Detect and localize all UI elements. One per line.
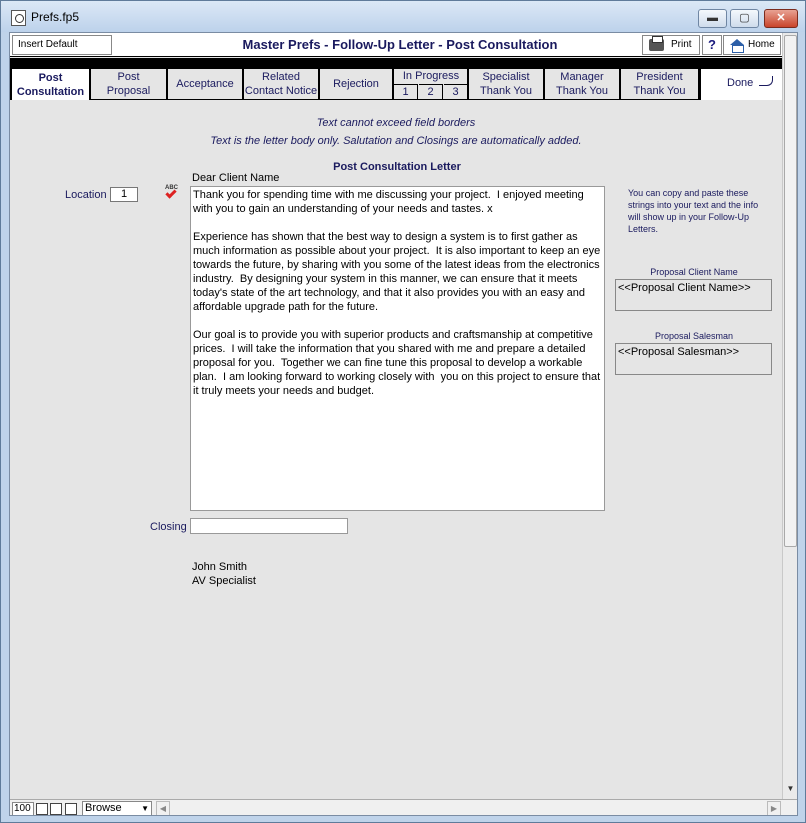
proposal-salesman-field[interactable]: <<Proposal Salesman>> [615,343,772,375]
header-bar [10,33,782,57]
print-label: Print [671,39,692,50]
tab-label: President Thank You [633,71,686,97]
letter-body-field[interactable]: Thank you for spending time with me discussing your project. I enjoyed meeting with you to gain an understanding of your needs and tastes. x Experience has shown that the best way to design a system is to first gather as much information as possible about your project. It is also important to keep an eye towards the future, by sharing with you some of the latest ideas from the electronics industry. By designing your system in this manner, we can ensure that it meets today's state of the art technology, and that it also provides you with an easy and affordable upgrade path for the future. Our goal is to provide you with superior products and craftsmanship at competitive prices. I will take the information that you shared with me and prepare a detailed proposal for you. Together we can fine tune this proposal to develop a workable plan. I am looking forward to working closely with you on this project to ensure that it truly meets your needs and budget. [190,186,605,511]
section-title: Post Consultation Letter [333,161,461,173]
in-progress-label: In Progress [402,70,460,82]
done-button[interactable] [700,69,782,100]
signature-block [192,560,256,588]
spellcheck-icon[interactable]: ABC [164,186,180,202]
zoom-in-icon[interactable] [50,803,62,815]
notice-field-borders: Text cannot exceed field borders [316,117,476,129]
proposal-client-name-label: Proposal Client Name [650,267,738,277]
tab-label: Related Contact Notice [244,71,318,97]
location-field[interactable]: 1 [110,187,138,202]
proposal-client-name-field[interactable]: <<Proposal Client Name>> [615,279,772,311]
scroll-thumb[interactable] [784,35,797,547]
tab-president-thank-you[interactable] [621,69,699,99]
tab-in-progress-1[interactable]: 1 [394,84,418,99]
tab-label: Post Proposal [106,71,151,97]
tab-in-progress-3[interactable]: 3 [444,84,468,99]
window-title: Prefs.fp5 [31,10,80,24]
signature-name: John Smith [192,561,248,573]
return-arrow-icon [759,76,773,86]
maximize-button[interactable]: ▢ [730,9,759,28]
home-label: Home [748,39,775,50]
tab-label: Post Consultation [16,71,85,98]
closing-label: Closing [150,521,187,533]
tab-post-consultation[interactable] [12,69,90,100]
mode-label: Browse [85,802,122,814]
done-label: Done [727,77,754,89]
printer-icon [649,39,664,51]
tab-manager-thank-you[interactable] [545,69,620,99]
copy-paste-help-text: You can copy and paste these strings into your text and the info will show up in your Follow-Up Letters. [628,188,759,234]
status-bar [10,799,798,816]
scroll-right-icon[interactable]: ▶ [767,801,781,816]
tab-label: Acceptance [176,78,234,90]
insert-default-letters-button[interactable]: Insert Default [12,35,112,55]
chevron-down-icon: ▼ [141,804,149,813]
home-icon [730,39,744,51]
scroll-left-icon[interactable]: ◀ [156,801,170,816]
closing-field[interactable] [190,518,348,534]
mode-select[interactable] [82,801,152,816]
layout-area [9,32,798,816]
location-label: Location [65,189,107,201]
title-bar [1,1,805,32]
tab-label: Specialist Thank You [480,71,532,97]
zoom-level[interactable]: 100 [12,802,34,816]
tab-related-contact-notice[interactable] [244,69,319,99]
tab-specialist-thank-you[interactable] [469,69,544,99]
tab-bar [10,58,782,100]
tab-in-progress [394,69,468,99]
help-button[interactable]: ? [702,35,722,55]
scroll-down-icon[interactable]: ▼ [786,784,795,793]
tab-post-proposal[interactable] [91,69,167,99]
tab-rejection[interactable] [320,69,393,99]
tab-acceptance[interactable] [168,69,243,99]
tab-label: Rejection [333,78,379,90]
notice-letter-body: Text is the letter body only. Salutation and Closings are automatically added. [210,135,582,147]
minimize-button[interactable]: ▬ [698,9,727,28]
tab-label: Manager Thank You [556,71,608,97]
home-button[interactable] [723,35,781,55]
app-icon [11,10,26,26]
signature-title: AV Specialist [192,575,256,587]
salutation-text: Dear Client Name [192,172,280,184]
zoom-out-icon[interactable] [36,803,48,815]
page-title: Master Prefs - Follow-Up Letter - Post Consultation [242,37,558,52]
vertical-scrollbar[interactable] [782,33,798,799]
print-button[interactable] [642,35,700,55]
status-toggle-icon[interactable] [65,803,77,815]
tab-in-progress-2[interactable]: 2 [419,84,443,99]
close-button[interactable]: ✕ [764,9,798,28]
proposal-salesman-label: Proposal Salesman [654,331,734,341]
